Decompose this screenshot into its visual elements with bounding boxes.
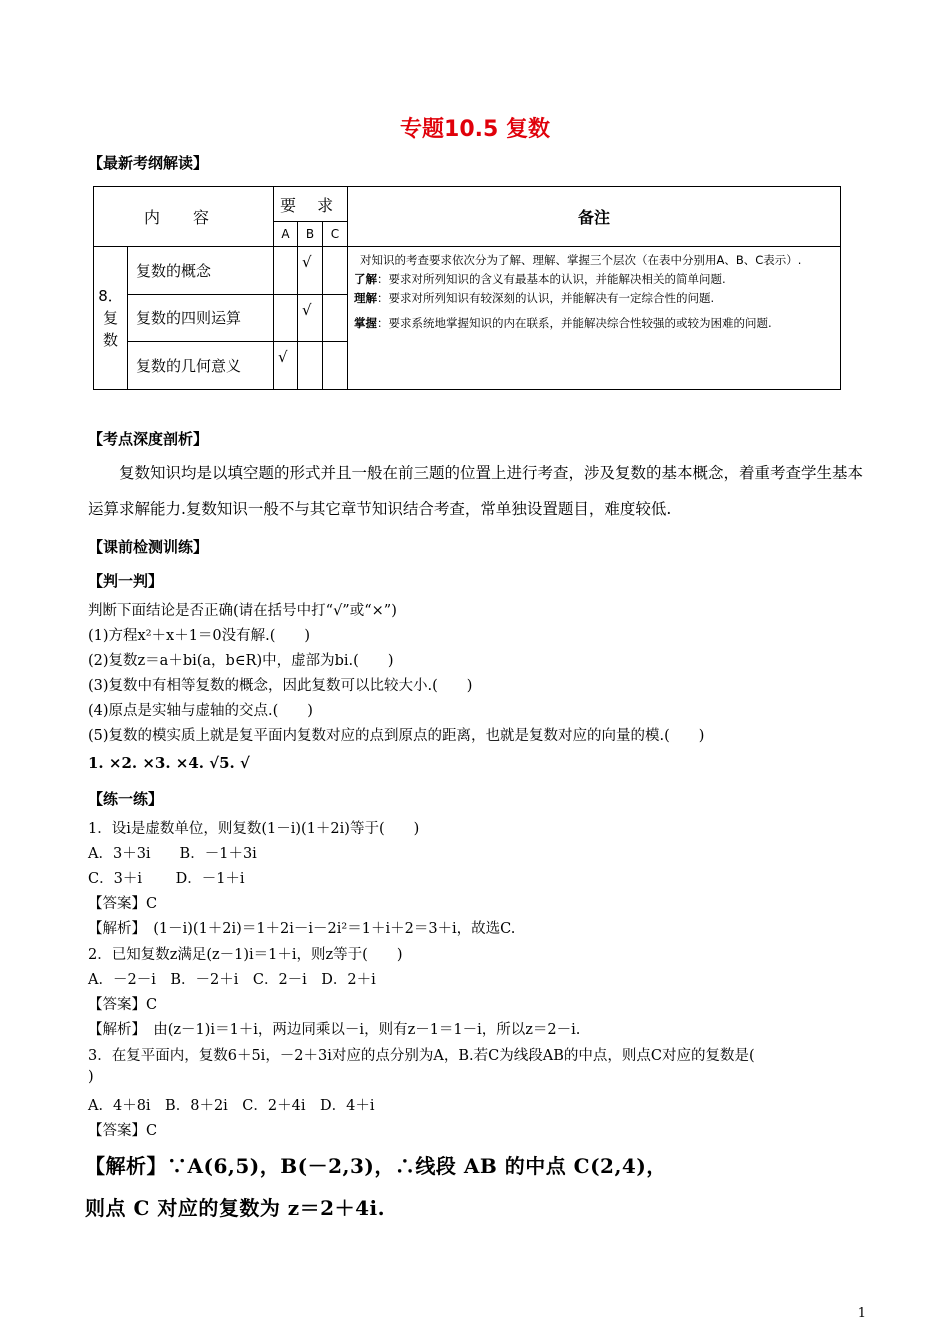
note-intro: 对知识的考查要求依次分为了解、理解、掌握三个层次（在表中分别用A、B、C表示）. xyxy=(360,253,802,268)
options-line: A．3＋3i B．－1＋3i xyxy=(88,846,257,862)
section-heading-judge: 【判一判】 xyxy=(88,572,164,590)
table-row-item: 复数的四则运算 xyxy=(128,294,274,341)
judge-item: (1)方程x²＋x＋1＝0没有解.( ) xyxy=(88,628,311,644)
syllabus-table xyxy=(93,186,841,390)
check-cell: √ xyxy=(298,247,323,294)
question-3: 3．在复平面内，复数6＋5i，－2＋3i对应的点分别为A，B.若C为线段AB的中点，则点C对应的复数是( xyxy=(88,1048,755,1064)
section-heading-analysis: 【考点深度剖析】 xyxy=(88,430,209,448)
note-cell xyxy=(348,247,841,390)
level-a: A xyxy=(274,222,298,247)
note-term: 了解 xyxy=(354,272,377,287)
options-line: C．3＋i D．－1＋i xyxy=(88,871,245,887)
table-header-requirement: 要 求 xyxy=(274,187,348,222)
solution-3-line: 则点 C 对应的复数为 z＝2＋4i. xyxy=(85,1196,386,1220)
judge-item: (5)复数的模实质上就是复平面内复数对应的点到原点的距离，也就是复数对应的向量的模.( ) xyxy=(88,728,705,744)
section-heading-practice: 【练一练】 xyxy=(88,790,164,808)
note-item xyxy=(354,289,834,308)
answer-1: 【答案】C xyxy=(88,896,158,912)
note-text: ：要求对所列知识有较深刻的认识，并能解决有一定综合性的问题. xyxy=(377,291,715,306)
answer-2: 【答案】C xyxy=(88,997,158,1013)
check-cell: √ xyxy=(274,341,298,389)
check-cell xyxy=(323,341,348,389)
level-b: B xyxy=(298,222,323,247)
judge-answers: 1. ×2. ×3. ×4. √5. √ xyxy=(88,754,250,772)
category-cell xyxy=(94,247,128,390)
category-line: 复 xyxy=(102,309,118,328)
judge-item: (3)复数中有相等复数的概念，因此复数可以比较大小.( ) xyxy=(88,678,473,694)
solution-3-line: 【解析】∵A(6,5)，B(－2,3)，∴线段 AB 的中点 C(2,4)， xyxy=(85,1154,667,1178)
judge-intro: 判断下面结论是否正确(请在括号中打“√”或“×”) xyxy=(88,603,397,619)
judge-item: (4)原点是实轴与虚轴的交点.( ) xyxy=(88,703,313,719)
question-3-continued: ) xyxy=(88,1069,94,1085)
solution-2: 【解析】 由(z－1)i＝1＋i，两边同乘以－i，则有z－1＝1－i，所以z＝2－i. xyxy=(88,1022,581,1038)
note-term: 掌握 xyxy=(354,316,377,331)
table-row-item: 复数的概念 xyxy=(128,247,274,294)
note-item xyxy=(354,314,834,333)
note-text: ：要求对所列知识的含义有最基本的认识，并能解决相关的简单问题. xyxy=(377,272,726,287)
check-cell: √ xyxy=(298,294,323,341)
section-heading-pretest: 【课前检测训练】 xyxy=(88,538,209,556)
page-title: 专题10.5 复数 xyxy=(400,117,550,142)
table-row-item: 复数的几何意义 xyxy=(128,341,274,389)
check-cell xyxy=(298,341,323,389)
category-line: 8． xyxy=(98,287,123,306)
note-term: 理解 xyxy=(354,291,377,306)
analysis-paragraph: 复数知识均是以填空题的形式并且一般在前三题的位置上进行考查，涉及复数的基本概念，着重考查学生基本运算求解能力.复数知识一般不与其它章节知识结合考查，常单独设置题目，难度较低. xyxy=(88,464,864,518)
judge-item: (2)复数z＝a＋bi(a，b∈R)中，虚部为bi.( ) xyxy=(88,653,394,669)
question-2: 2．已知复数z满足(z－1)i＝1＋i，则z等于( ) xyxy=(88,947,403,963)
check-cell xyxy=(323,247,348,294)
question-1: 1．设i是虚数单位，则复数(1－i)(1＋2i)等于( ) xyxy=(88,821,420,837)
note-text: ：要求系统地掌握知识的内在联系，并能解决综合性较强的或较为困难的问题. xyxy=(377,316,772,331)
note-item xyxy=(354,270,834,289)
options-line: A．4＋8i B．8＋2i C．2＋4i D．4＋i xyxy=(88,1098,375,1114)
answer-3: 【答案】C xyxy=(88,1123,158,1139)
table-header-note: 备注 xyxy=(348,187,841,247)
level-c: C xyxy=(323,222,348,247)
check-cell xyxy=(323,294,348,341)
section-heading-outline: 【最新考纲解读】 xyxy=(88,154,209,172)
options-line: A．－2－i B．－2＋i C．2－i D．2＋i xyxy=(88,972,376,988)
check-cell xyxy=(274,294,298,341)
category-line: 数 xyxy=(102,331,118,350)
page-number: 1 xyxy=(857,1306,866,1321)
check-cell xyxy=(274,247,298,294)
solution-1: 【解析】 (1－i)(1＋2i)＝1＋2i－i－2i²＝1＋i＋2＝3＋i，故选C. xyxy=(88,921,516,937)
table-header-content: 内 容 xyxy=(94,187,274,247)
